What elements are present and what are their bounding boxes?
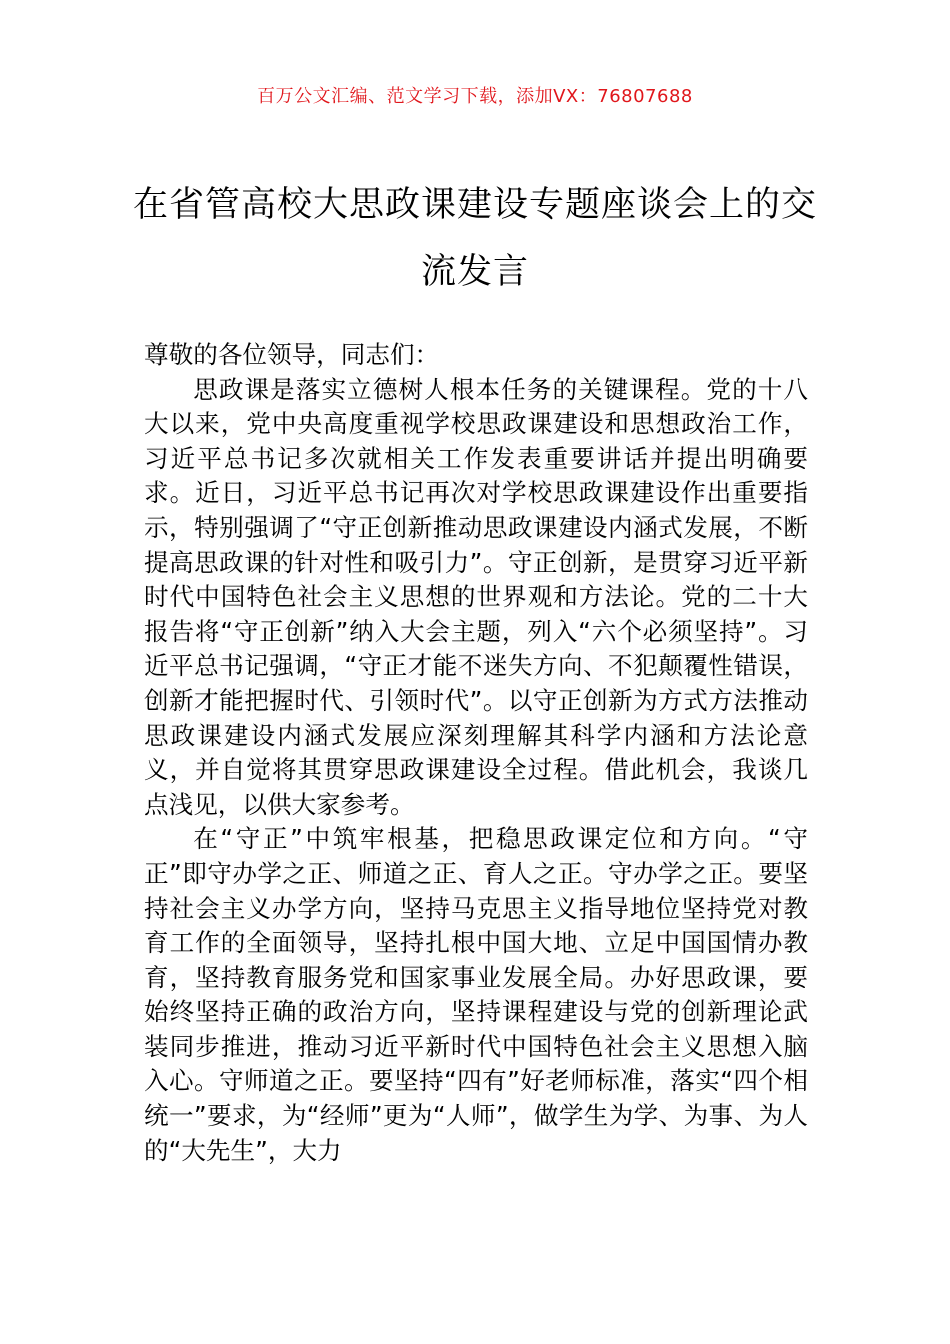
paragraph-shouzheng: 在“守正”中筑牢根基，把稳思政课定位和方向。“守正”即守办学之正、师道之正、育人之正。守办学之正。要坚持社会主义办学方向，坚持马克思主义指导地位坚持党对教育工作的全面领导，坚持扎根中国大地、立足中国国情办教育，坚持教育服务党和国家事业发展全局。办好思政课，要始终坚持正确的政治方向，坚持课程建设与党的创新理论武装同步推进，推动习近平新时代中国特色社会主义思想入脑入心。守师道之正。要坚持“四有”好老师标准，落实“四个相统一”要求，为“经师”更为“人师”，做学生为学、为事、为人的“大先生”，大力 — [144, 824, 808, 1165]
document-body — [144, 338, 808, 1168]
paragraph-intro: 思政课是落实立德树人根本任务的关键课程。党的十八大以来，党中央高度重视学校思政课建设和思想政治工作，习近平总书记多次就相关工作发表重要讲话并提出明确要求。近日，习近平总书记再次对学校思政课建设作出重要指示，特别强调了“守正创新推动思政课建设内涵式发展，不断提高思政课的针对性和吸引力”。守正创新，是贯穿习近平新时代中国特色社会主义思想的世界观和方法论。党的二十大报告将“守正创新”纳入大会主题，列入“六个必须坚持”。习近平总书记强调，“守正才能不迷失方向、不犯颠覆性错误，创新才能把握时代、引领时代”。以守正创新为方式方法推动思政课建设内涵式发展应深刻理解其科学内涵和方法论意义，并自觉将其贯穿思政课建设全过程。借此机会，我谈几点浅见，以供大家参考。 — [144, 374, 808, 819]
header-promo-note: 百万公文汇编、范文学习下载，添加VX：76807688 — [257, 86, 693, 107]
salutation: 尊敬的各位领导，同志们： — [144, 340, 440, 369]
document-title: 在省管高校大思政课建设专题座谈会上的交流发言 — [132, 185, 817, 292]
